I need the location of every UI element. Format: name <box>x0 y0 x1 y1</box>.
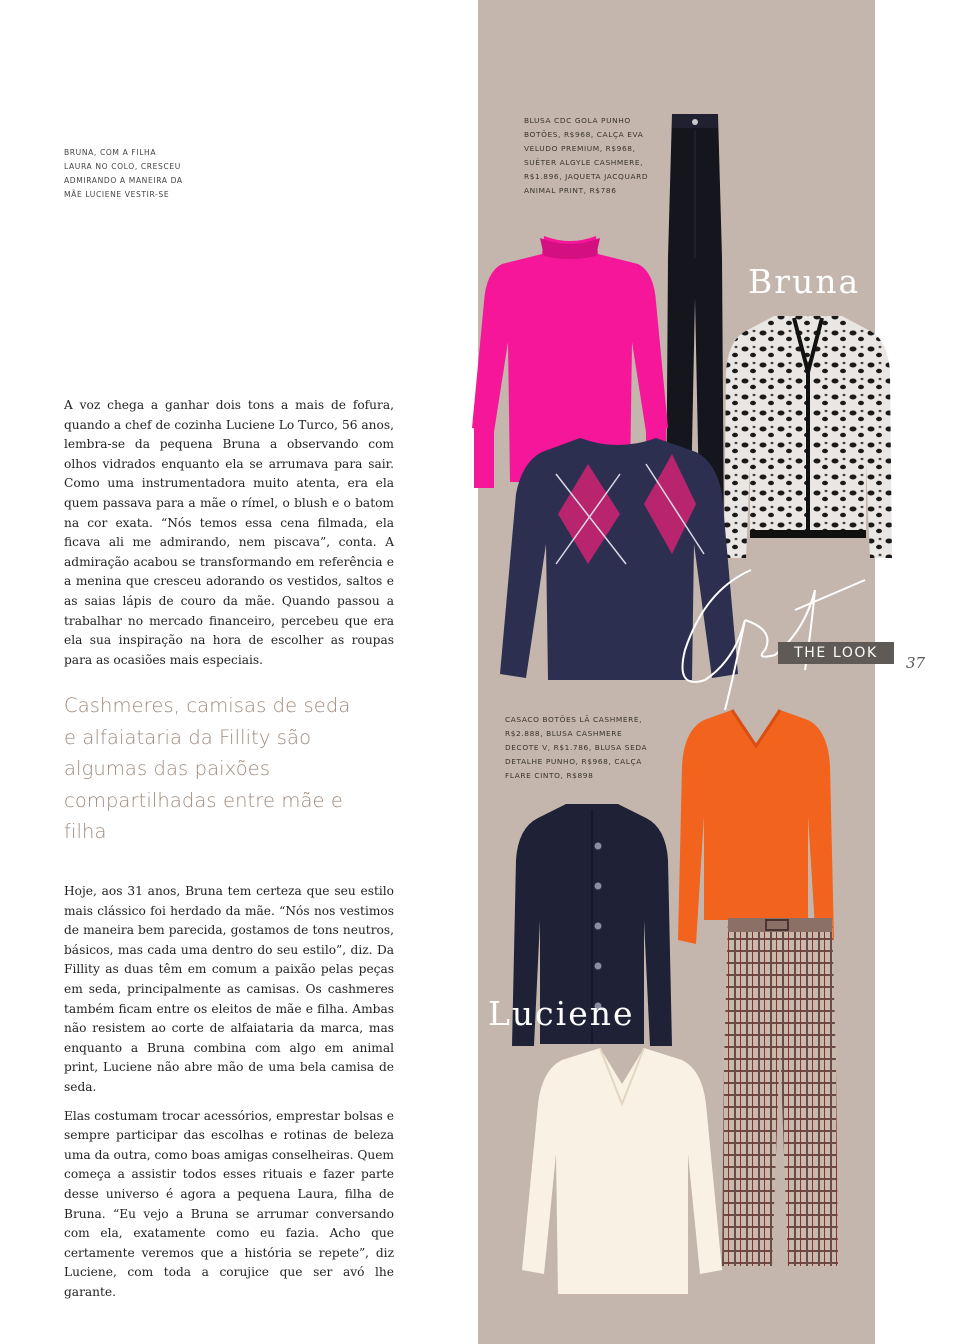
get-word: Get <box>753 605 782 624</box>
article-body-bottom <box>64 882 394 1311</box>
article-paragraph: A voz chega a ganhar dois tons a mais de fofura, quando a chef de cozinha Luciene Lo Turco, 56 anos, lembra-se da pequena Bruna a observando com olhos vidrados enquanto ela se arrumava para sair. Como uma instrumentadora muito atenta, era ela quem passava para a mãe o rímel, o blush e o batom na cor exata. “Nós temos essa cena filmada, ela ficava ali me admirando, nem piscava”, conta. A admiração acabou se transformando em referência e a menina que cresceu adorando os vestidos, saltos e as saias lápis de couro da mãe. Quando passou a trabalhar no mercado financeiro, percebeu que era ela sua inspiração na hora de escolher as roupas para as ocasiões mais especiais. <box>64 398 394 667</box>
plaid-flare-pants-image <box>722 914 838 1270</box>
the-look-badge: THE LOOK <box>778 642 894 664</box>
page-number: 37 <box>906 654 926 672</box>
luciene-products-caption: CASACO BOTÕES LÃ CASHMERE, R$2.888, BLUSA CASHMERE DECOTE V, R$1.786, BLUSA SEDA DETALHE PUNHO, R$968, CALÇA FLARE CINTO, R$898 <box>505 715 648 780</box>
bruna-products-caption: BLUSA CDC GOLA PUNHO BOTÕES, R$968, CALÇA EVA VELUDO PREMIUM, R$968, SUÉTER ALGYLE CASHMERE, R$1.896, JAQUETA JACQUARD ANIMAL PRINT, R$786 <box>524 116 649 195</box>
cream-silk-blouse-image <box>516 1044 728 1300</box>
article-body-top <box>64 396 394 679</box>
luciene-label: Luciene <box>488 994 635 1033</box>
article-paragraph: Hoje, aos 31 anos, Bruna tem certeza que seu estilo mais clássico foi herdado da mãe. “Nós nos vestimos de maneira bem parecida, gostamos de tons neutros, básicos, mas cada uma dentro do seu estilo”, diz. Da Fillity as duas têm em comum a paixão pelas peças em seda, principalmente as camisas. Os cashmeres também ficam entre os eleitos de mãe e filha. Ambas não resistem ao corte de alfaiataria da marca, mas enquanto a Bruna combina com algo em animal print, Luciene não abre mão de uma bela camisa de seda. <box>64 884 394 1094</box>
article-paragraph: Elas costumam trocar acessórios, emprestar bolsas e sempre participar das escolhas e rotinas de beleza uma da outra, como boas amigas conselheiras. Quem começa a assistir todos esses rituais e fazer parte desse universo é agora a pequena Laura, filha de Bruna. “Eu vejo a Bruna se arrumar conversando com ela, exatamente como eu fazia. Acho que certamente veremos que a história se repete”, diz Luciene, com toda a corujice que ser avó lhe garante. <box>64 1108 394 1299</box>
photo-caption: BRUNA, COM A FILHA LAURA NO COLO, CRESCEU ADMIRANDO A MANEIRA DA MÃE LUCIENE VESTIR-SE <box>64 148 183 199</box>
pull-quote: Cashmeres, camisas de seda e alfaiataria da Fillity são algumas das paixões compartilhadas entre mãe e filha <box>64 694 351 843</box>
bruna-label: Bruna <box>748 262 861 301</box>
animal-print-jacket-image <box>722 312 894 564</box>
